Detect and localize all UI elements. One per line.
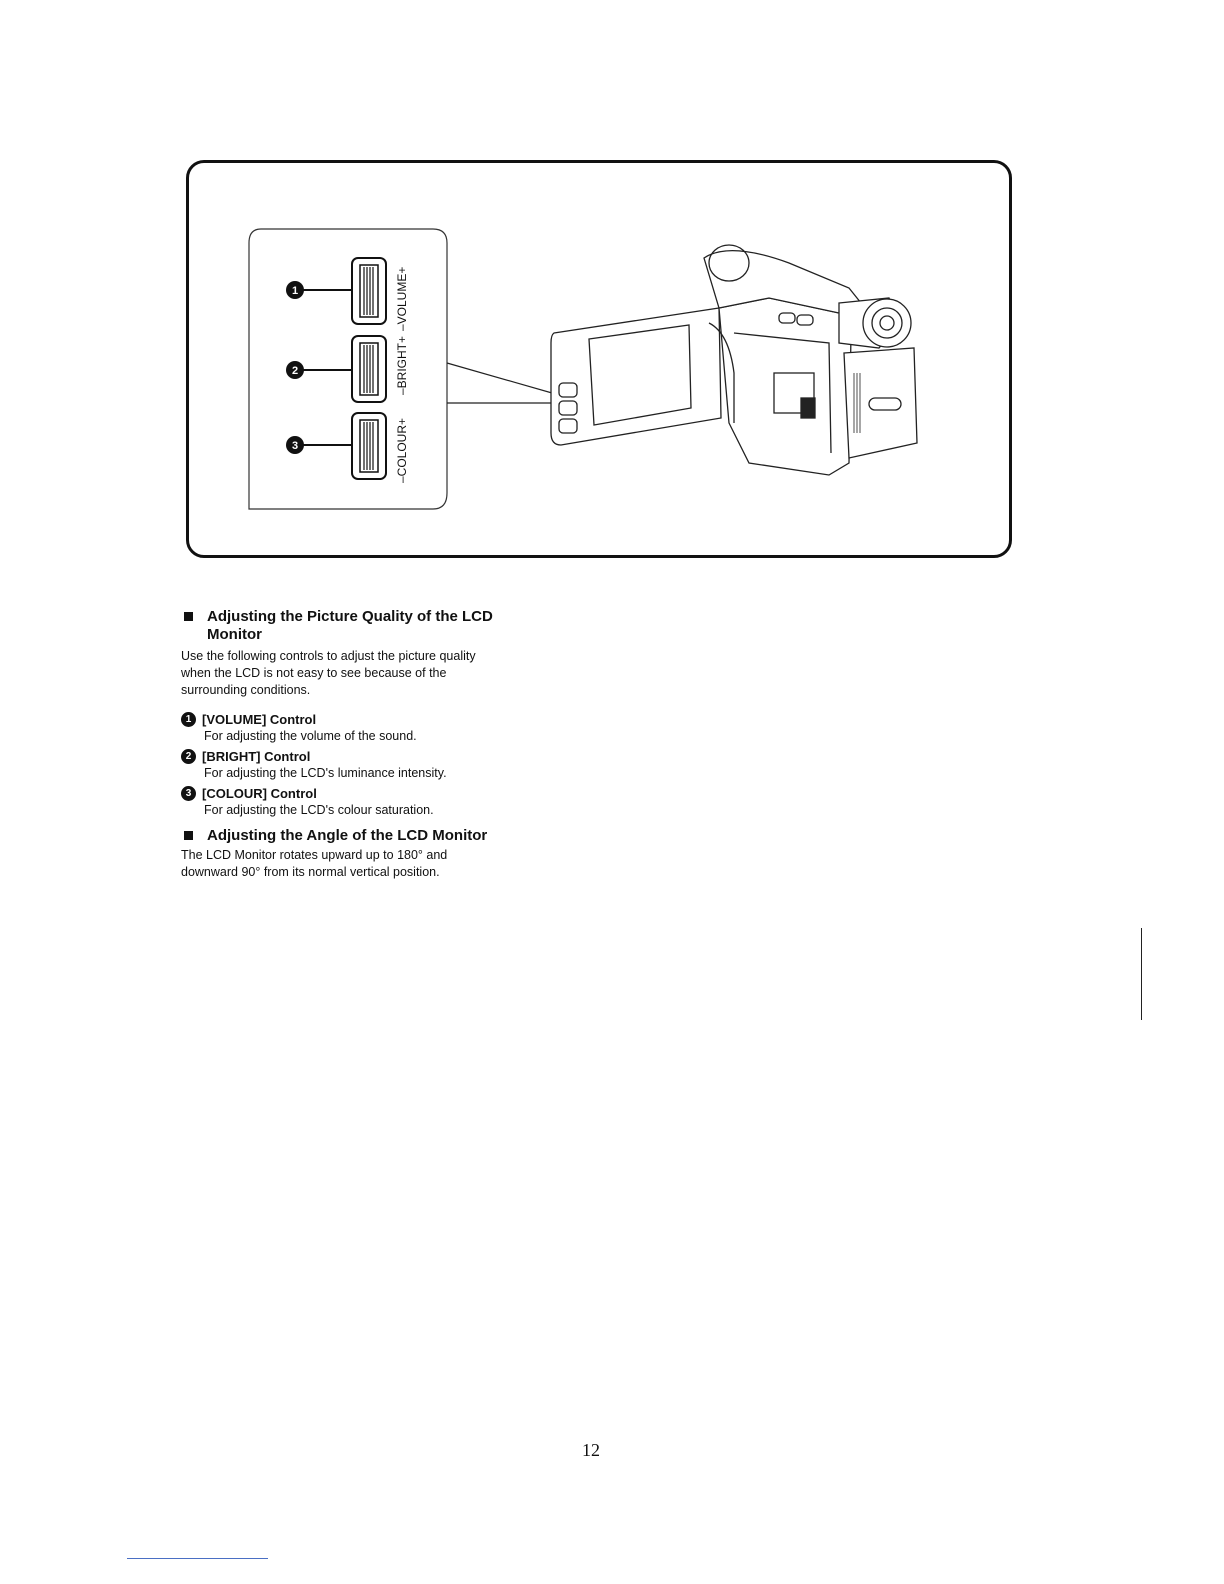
- colour-control-item: [181, 785, 561, 819]
- angle-heading: Adjusting the Angle of the LCD Monitor: [181, 827, 561, 845]
- camcorder-drawing: [551, 245, 917, 475]
- bullet-square-icon: [184, 831, 193, 840]
- callout-1: [286, 281, 304, 299]
- volume-dial: [303, 258, 386, 324]
- callout-2: [286, 361, 304, 379]
- margin-rule: [1141, 928, 1142, 1020]
- bright-control-desc: For adjusting the LCD's luminance intensity.: [204, 766, 447, 780]
- svg-text:3: 3: [291, 440, 299, 452]
- picture-quality-heading: Adjusting the Picture Quality of the LCD Monitor: [181, 608, 561, 644]
- bright-control-item: [181, 748, 561, 782]
- number-1-icon: 1: [181, 712, 196, 727]
- svg-text:1: 1: [291, 285, 299, 297]
- volume-label: –VOLUME+: [395, 266, 409, 331]
- number-2-icon: 2: [181, 749, 196, 764]
- colour-control-desc: For adjusting the LCD's colour saturation.: [204, 803, 434, 817]
- bright-control-title: [BRIGHT] Control: [202, 749, 311, 764]
- colour-label: –COLOUR+: [395, 417, 409, 483]
- picture-quality-body: Use the following controls to adjust the picture quality when the LCD is not easy to see because of the surrounding conditions.: [181, 649, 476, 697]
- volume-control-item: [181, 711, 561, 745]
- angle-body: The LCD Monitor rotates upward up to 180° and downward 90° from its normal vertical position.: [181, 848, 448, 879]
- bullet-square-icon: [184, 612, 193, 621]
- volume-control-title: [VOLUME] Control: [202, 712, 317, 727]
- svg-text:2: 2: [291, 365, 299, 377]
- page-number: 12: [582, 1440, 600, 1460]
- bright-dial: [303, 336, 386, 402]
- colour-control-title: [COLOUR] Control: [202, 786, 317, 801]
- colour-dial: [303, 413, 386, 479]
- callout-3: [286, 436, 304, 454]
- illustration-frame: [186, 160, 1012, 558]
- bottom-divider: [127, 1558, 268, 1559]
- camcorder-illustration: [189, 163, 1015, 561]
- content-column: [181, 608, 561, 881]
- volume-control-desc: For adjusting the volume of the sound.: [204, 729, 417, 743]
- bright-label: –BRIGHT+: [395, 335, 409, 395]
- number-3-icon: 3: [181, 786, 196, 801]
